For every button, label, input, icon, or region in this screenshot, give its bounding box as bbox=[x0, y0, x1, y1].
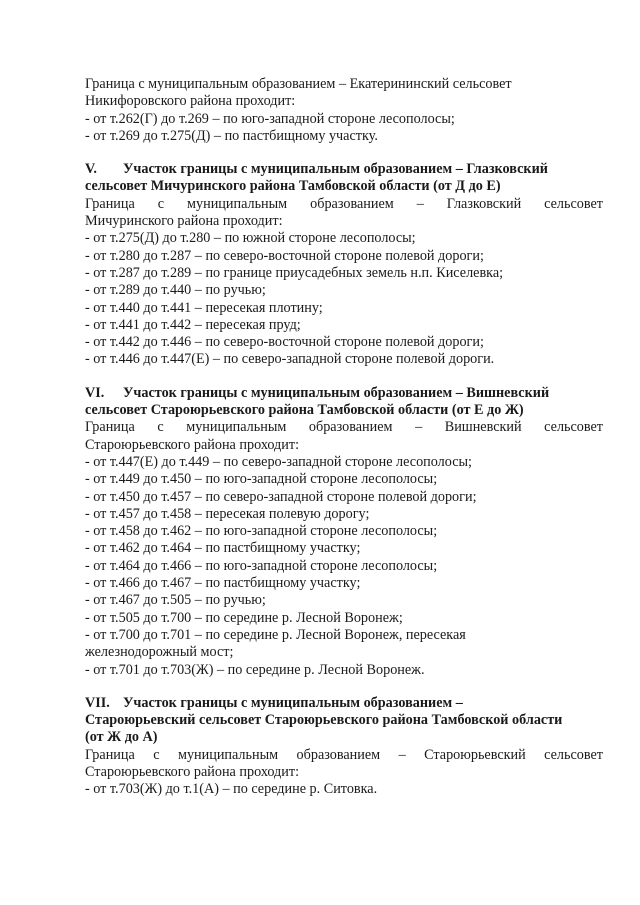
list-item: - от т.458 до т.462 – по юго-западной стороне лесополосы; bbox=[85, 523, 438, 540]
list-item: - от т.280 до т.287 – по северо-восточной стороне полевой дороги; bbox=[85, 247, 484, 264]
section-v-desc-line-2: Мичуринского района проходит: bbox=[85, 213, 283, 230]
section-title: Участок границы с муниципальным образованием – Вишневский bbox=[123, 384, 550, 401]
list-item: - от т.442 до т.446 – по северо-восточной стороне полевой дороги; bbox=[85, 334, 484, 351]
section-vii-desc-line-2: Староюрьевского района проходит: bbox=[85, 763, 300, 780]
list-item: - от т.441 до т.442 – пересекая пруд; bbox=[85, 316, 301, 333]
section-v bbox=[85, 161, 603, 369]
intro-block bbox=[85, 76, 603, 145]
list-item: - от т.289 до т.440 – по ручью; bbox=[85, 282, 266, 299]
list-item: - от т.462 до т.464 – по пастбищному участку; bbox=[85, 540, 361, 557]
section-vi-desc-line-1: Граница с муниципальным образованием – Вишневский сельсовет bbox=[85, 419, 603, 436]
section-vii-desc-line-1: Граница с муниципальным образованием – Староюрьевский сельсовет bbox=[85, 746, 603, 763]
section-vi-heading-line-1 bbox=[85, 385, 603, 402]
intro-line-1: Граница с муниципальным образованием – Екатерининский сельсовет bbox=[85, 76, 512, 92]
list-item: - от т.703(Ж) до т.1(А) – по середине р. Ситовка. bbox=[85, 781, 378, 798]
section-number: VI. bbox=[85, 384, 105, 401]
list-item: - от т.269 до т.275(Д) – по пастбищному участку. bbox=[85, 127, 378, 144]
list-item: - от т.450 до т.457 – по северо-западной стороне полевой дороги; bbox=[85, 488, 477, 505]
section-v-heading-line-1 bbox=[85, 161, 603, 178]
section-vii-heading-line-3: (от Ж до А) bbox=[85, 729, 158, 746]
section-vi-heading-line-2: сельсовет Староюрьевского района Тамбовской области (от Е до Ж) bbox=[85, 402, 524, 419]
section-vii bbox=[85, 695, 603, 799]
section-title: Участок границы с муниципальным образованием – Глазковский bbox=[123, 161, 548, 178]
section-vii-heading-line-2: Староюрьевский сельсовет Староюрьевского района Тамбовской области bbox=[85, 712, 563, 729]
list-item: - от т.447(Е) до т.449 – по северо-западной стороне лесополосы; bbox=[85, 453, 472, 470]
list-item: - от т.464 до т.466 – по юго-западной стороне лесополосы; bbox=[85, 557, 438, 574]
list-item: - от т.275(Д) до т.280 – по южной стороне лесополосы; bbox=[85, 230, 416, 247]
section-v-desc-line-1: Граница с муниципальным образованием – Глазковский сельсовет bbox=[85, 195, 603, 212]
list-item: - от т.466 до т.467 – по пастбищному участку; bbox=[85, 575, 361, 592]
list-item: - от т.505 до т.700 – по середине р. Лесной Воронеж; bbox=[85, 609, 403, 626]
list-item: - от т.446 до т.447(Е) – по северо-западной стороне полевой дороги. bbox=[85, 351, 495, 368]
list-item: - от т.700 до т.701 – по середине р. Лесной Воронеж, пересекая bbox=[85, 626, 466, 643]
list-item: - от т.701 до т.703(Ж) – по середине р. Лесной Воронеж. bbox=[85, 661, 425, 678]
list-item: - от т.287 до т.289 – по границе приусадебных земель н.п. Киселевка; bbox=[85, 264, 504, 281]
section-vi-desc-line-2: Староюрьевского района проходит: bbox=[85, 436, 300, 453]
list-item: - от т.467 до т.505 – по ручью; bbox=[85, 592, 266, 609]
section-vii-heading-line-1 bbox=[85, 695, 603, 712]
list-item: - от т.262(Г) до т.269 – по юго-западной стороне лесополосы; bbox=[85, 110, 455, 127]
section-number: VII. bbox=[85, 694, 110, 711]
list-item: - от т.457 до т.458 – пересекая полевую дорогу; bbox=[85, 505, 370, 522]
section-title: Участок границы с муниципальным образованием – bbox=[123, 694, 463, 711]
intro-line-2: Никифоровского района проходит: bbox=[85, 93, 296, 110]
list-item: - от т.440 до т.441 – пересекая плотину; bbox=[85, 299, 323, 316]
list-item-continuation: железнодорожный мост; bbox=[85, 644, 234, 661]
section-v-heading-line-2: сельсовет Мичуринского района Тамбовской области (от Д до Е) bbox=[85, 178, 501, 195]
section-number: V. bbox=[85, 161, 97, 178]
list-item: - от т.449 до т.450 – по юго-западной стороне лесополосы; bbox=[85, 471, 438, 488]
document-page bbox=[85, 76, 603, 799]
section-vi bbox=[85, 385, 603, 679]
